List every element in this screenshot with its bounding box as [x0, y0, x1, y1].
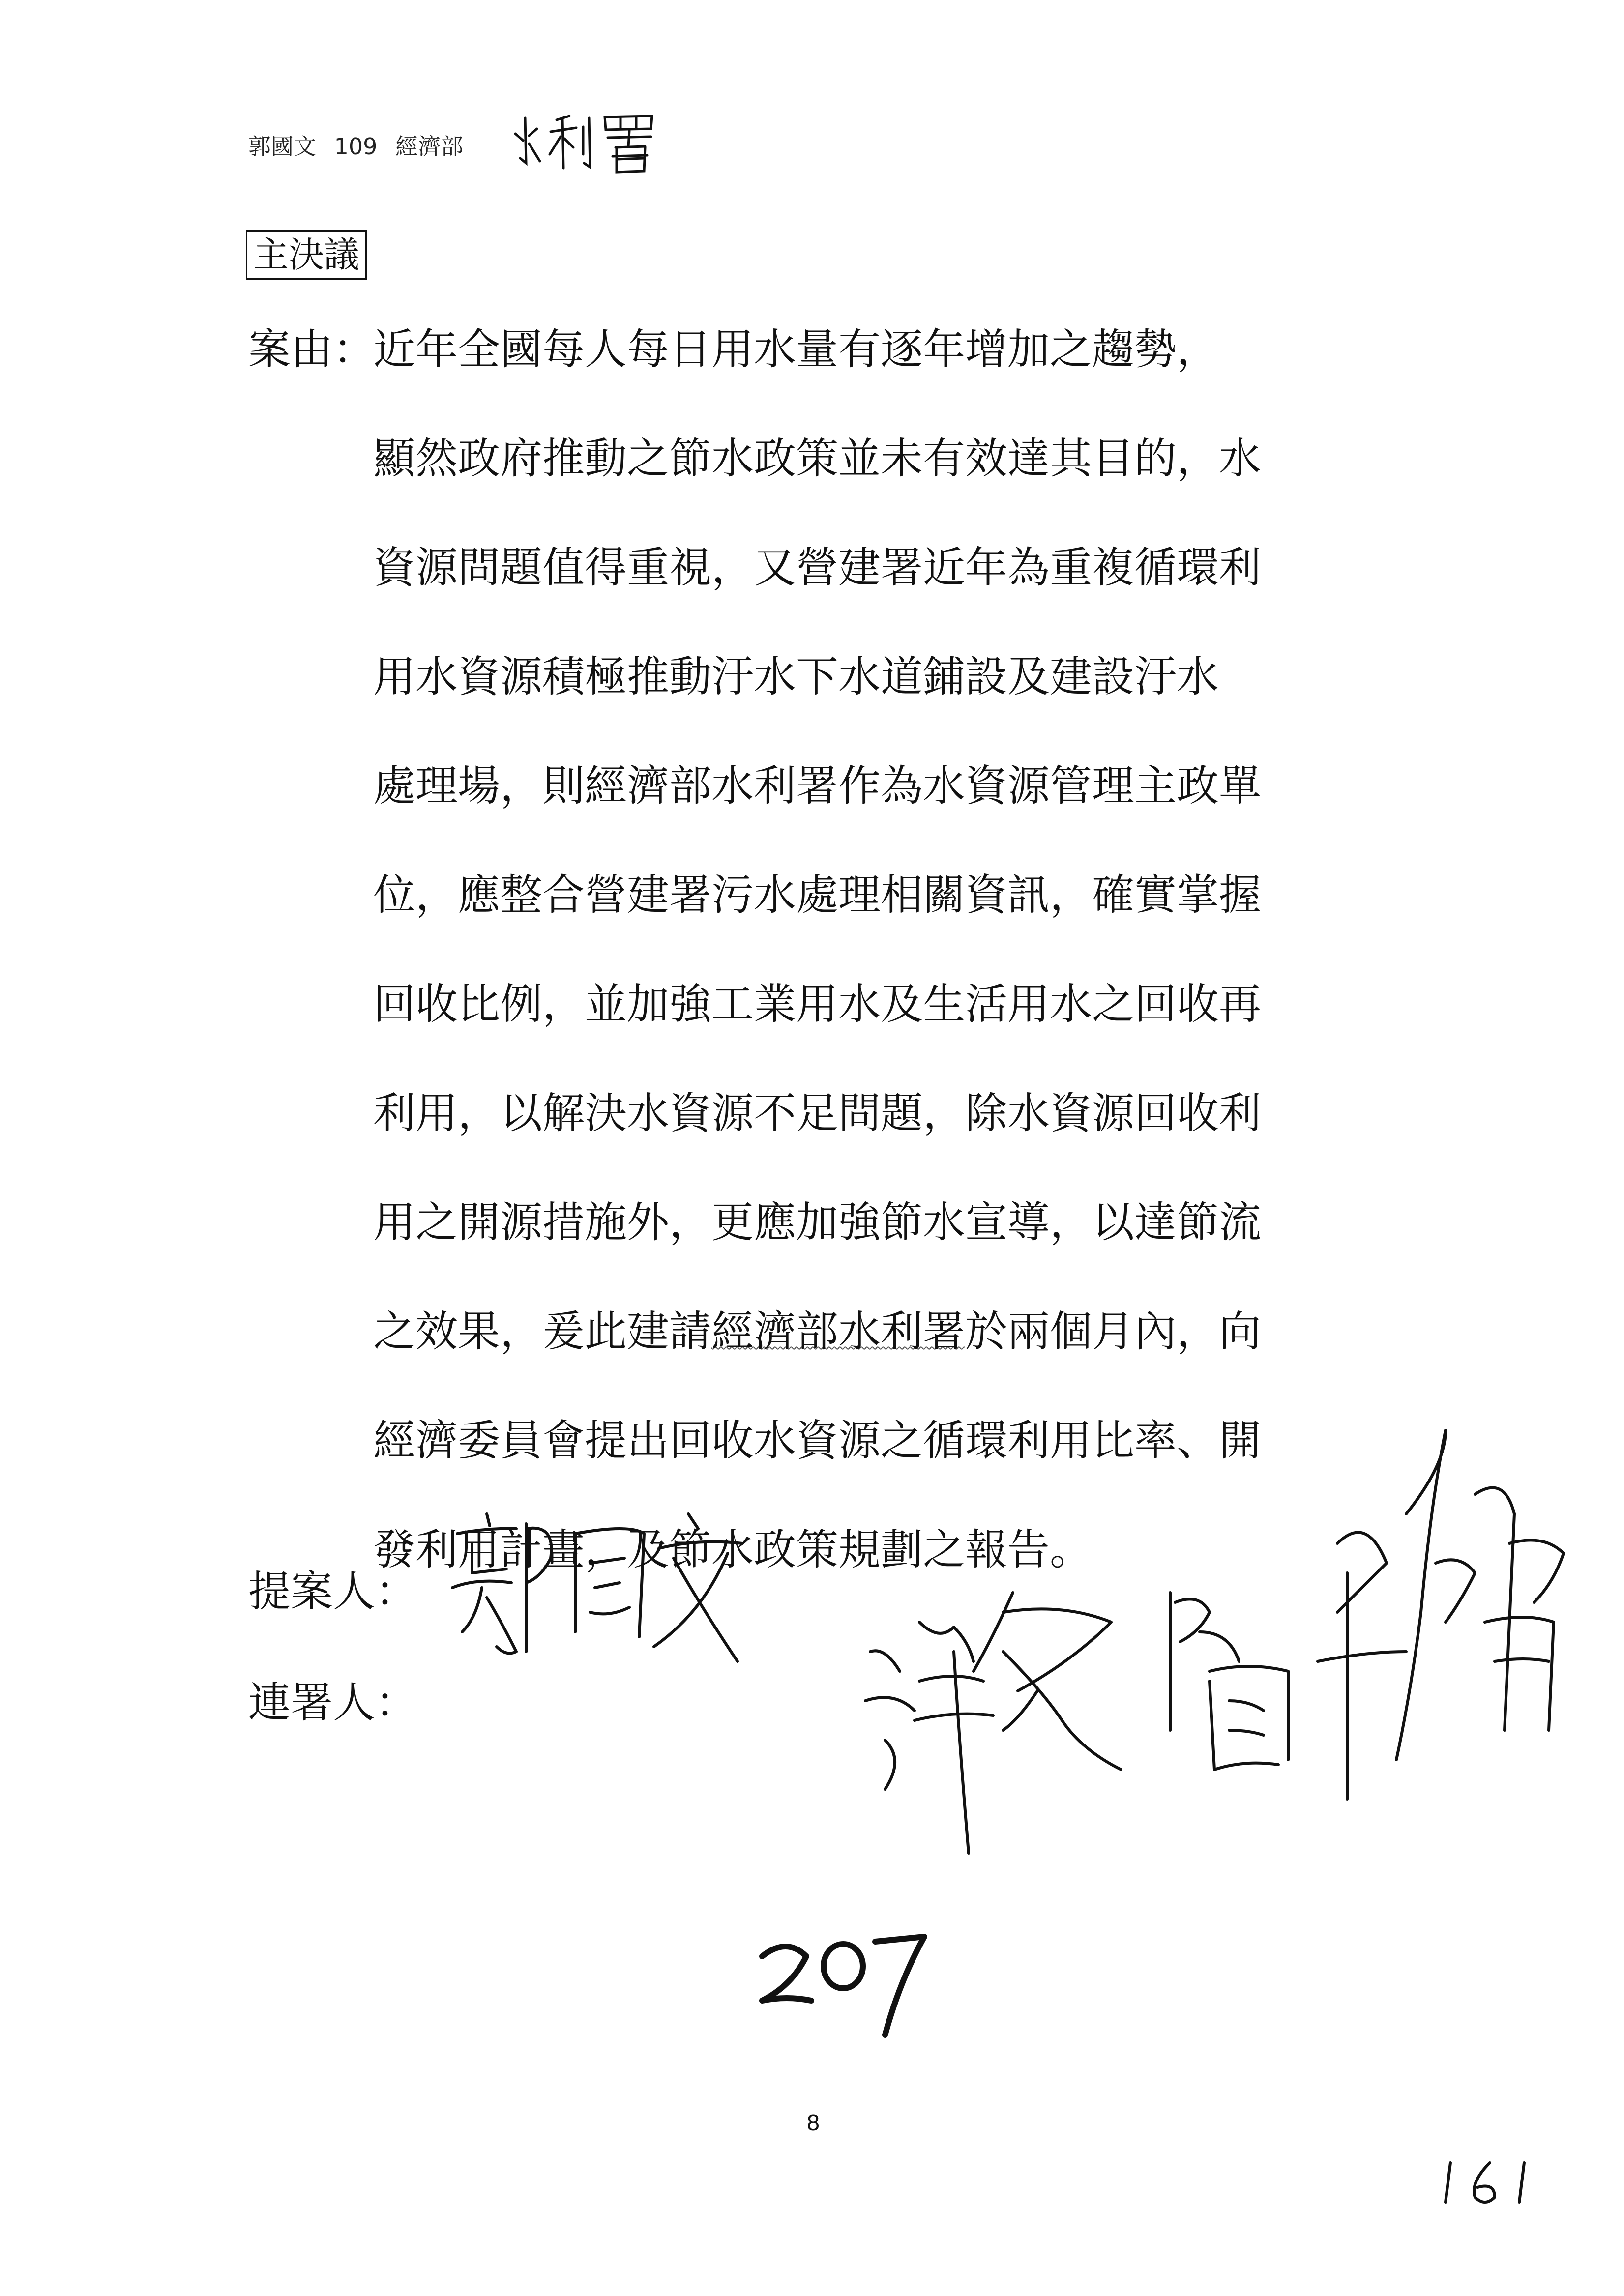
handwritten-stamp-number	[752, 1927, 934, 2040]
motion-line	[248, 1307, 1261, 1420]
motion-line: 資源問題值得重視，又營建署近年為重複循環利	[373, 543, 1261, 592]
session-number: 109	[334, 133, 378, 160]
motion-line: 發利用計畫，及節水政策規劃之報告。	[373, 1525, 1092, 1574]
handwritten-agency-note	[511, 109, 659, 178]
handwritten-corner-number	[1436, 2153, 1544, 2212]
motion-line: 用水資源積極推動汙水下水道鋪設及建設汙水	[373, 652, 1219, 701]
page-number: 8	[806, 2111, 820, 2136]
cosigner-label: 連署人：	[248, 1678, 417, 1727]
motion-line-text: 於兩個月內，向	[965, 1307, 1261, 1356]
motion-line: 經濟委員會提出回收水資源之循環利用比率、開	[373, 1416, 1261, 1465]
motion-line: 顯然政府推動之節水政策並未有效達其目的，水	[373, 434, 1261, 483]
motion-line: 用之開源措施外，更應加強節水宣導，以達節流	[373, 1198, 1261, 1247]
legislator-name: 郭國文	[248, 133, 316, 160]
motion-line: 利用，以解決水資源不足問題，除水資源回收利	[373, 1089, 1261, 1138]
proposer-signature	[443, 1504, 757, 1671]
motion-line: 位，應整合營建署污水處理相關資訊，確實掌握	[373, 871, 1261, 920]
underlined-agency: 經濟部水利署	[711, 1307, 965, 1356]
document-header	[248, 129, 474, 161]
cosigner-signatures	[856, 1416, 1583, 1858]
motion-line: 回收比例，並加強工業用水及生活用水之回收再	[373, 980, 1261, 1029]
motion-line-text: 近年全國每人每日用水量有逐年增加之趨勢，	[373, 325, 1219, 374]
motion-line-text: 之效果，爰此建請	[373, 1307, 711, 1356]
motion-line	[248, 325, 1261, 437]
motion-label: 案由：	[248, 325, 375, 374]
motion-type-heading: 主決議	[246, 230, 367, 280]
ministry-name: 經濟部	[395, 133, 464, 160]
proposer-label: 提案人：	[248, 1567, 417, 1616]
motion-line: 處理場，則經濟部水利署作為水資源管理主政單	[373, 761, 1261, 811]
